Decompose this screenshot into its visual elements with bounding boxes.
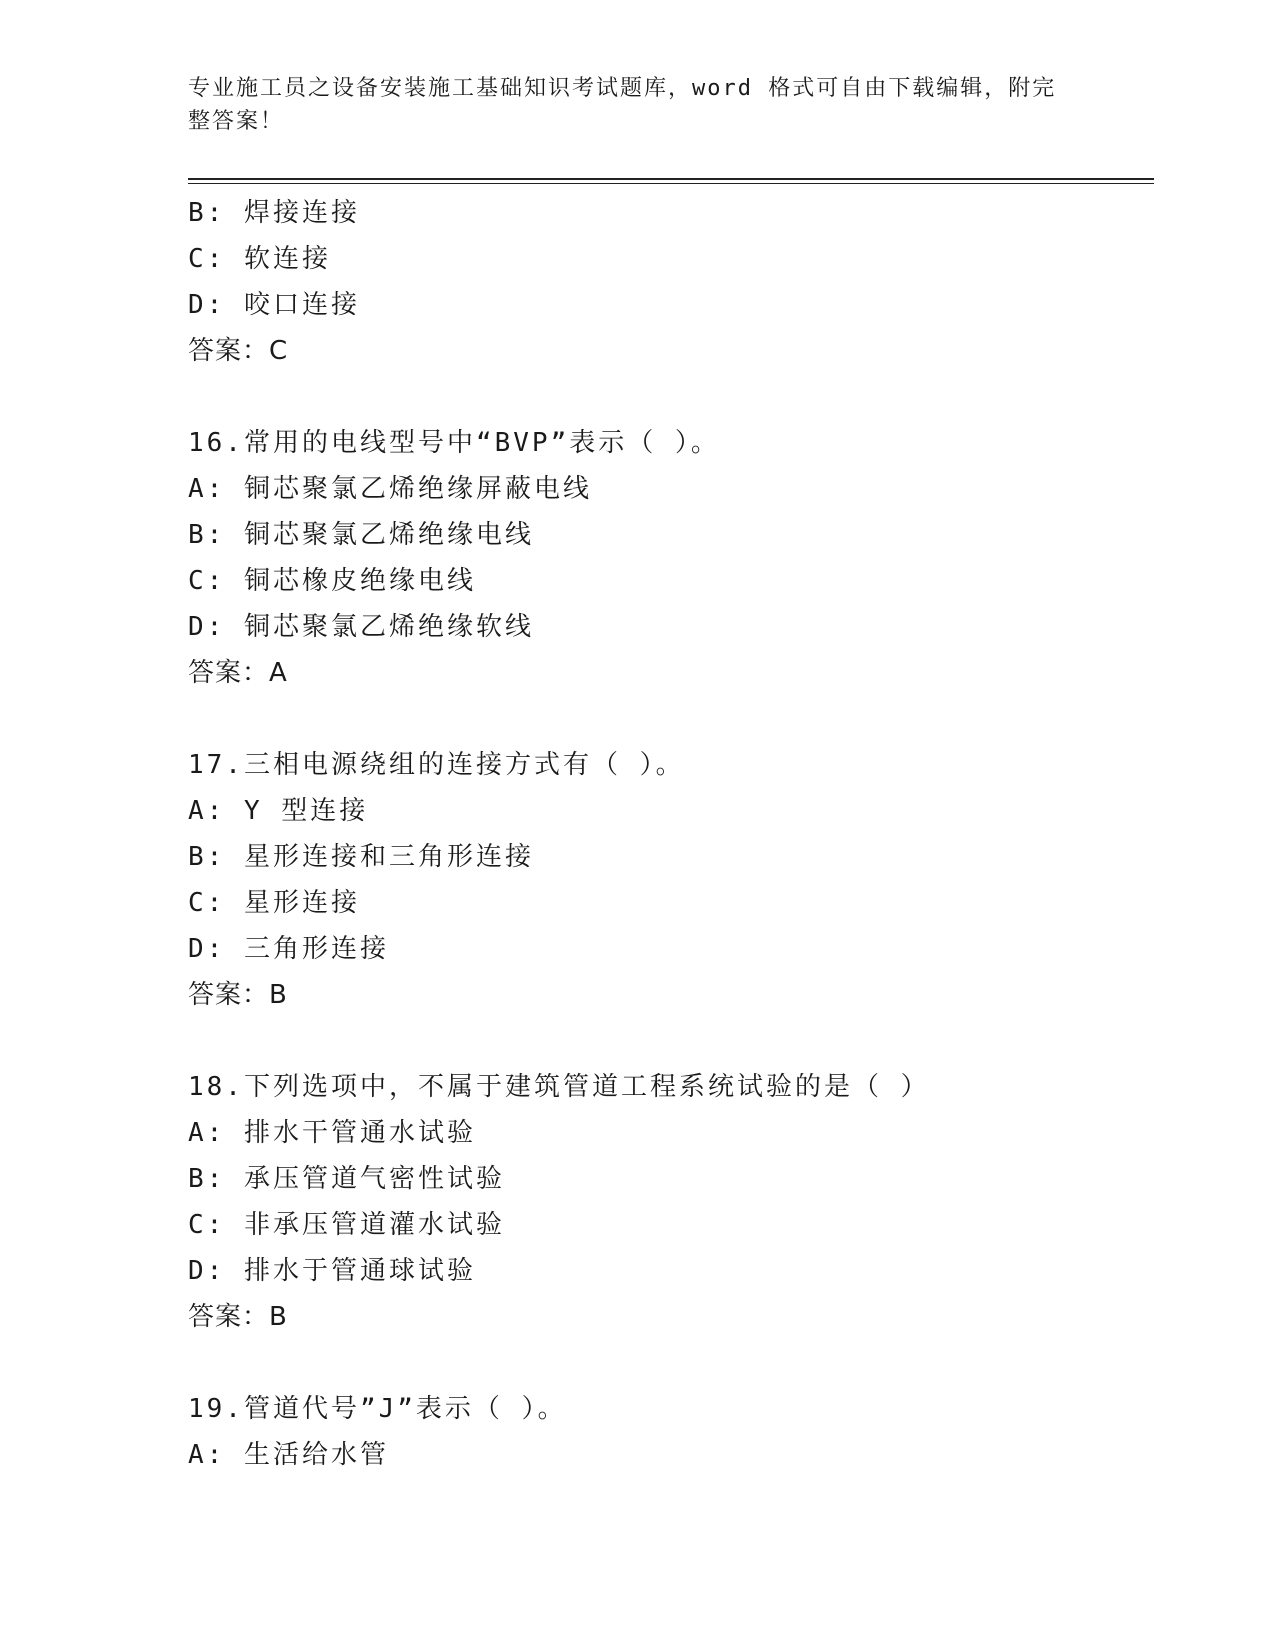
spacer: [188, 374, 1154, 420]
header-divider-thin: [188, 183, 1154, 184]
answer-line: 答案：B: [188, 1302, 288, 1332]
question-19: [188, 1386, 1154, 1478]
answer-line: 答案：C: [188, 336, 289, 366]
option-c: C: 铜芯橡皮绝缘电线: [188, 566, 476, 596]
header-line-1: 专业施工员之设备安装施工基础知识考试题库，word 格式可自由下载编辑，附完: [188, 76, 1057, 101]
option-b: B: 铜芯聚氯乙烯绝缘电线: [188, 520, 534, 550]
spacer: [188, 1018, 1154, 1064]
question-stem: 16.常用的电线型号中“BVP”表示（ ）。: [188, 428, 720, 458]
question-15-continuation: [188, 190, 1154, 374]
header-divider-thick: [188, 178, 1154, 180]
option-d: D: 三角形连接: [188, 934, 389, 964]
header-line-2: 整答案！: [188, 109, 285, 134]
question-list: [188, 190, 1154, 1478]
answer-line: 答案：B: [188, 980, 288, 1010]
option-d: D: 排水于管通球试验: [188, 1256, 476, 1286]
document-header: [188, 72, 1068, 138]
option-b: B: 星形连接和三角形连接: [188, 842, 534, 872]
option-a: A: 排水干管通水试验: [188, 1118, 476, 1148]
question-stem: 19.管道代号”J”表示（ ）。: [188, 1394, 567, 1424]
option-c: C: 星形连接: [188, 888, 360, 918]
option-c: C: 非承压管道灌水试验: [188, 1210, 505, 1240]
spacer: [188, 1340, 1154, 1386]
question-stem: 18.下列选项中，不属于建筑管道工程系统试验的是（ ）: [188, 1072, 930, 1102]
question-16: [188, 420, 1154, 696]
option-a: A: 铜芯聚氯乙烯绝缘屏蔽电线: [188, 474, 592, 504]
option-d: D: 咬口连接: [188, 290, 360, 320]
option-a: A: 生活给水管: [188, 1440, 389, 1470]
option-d: D: 铜芯聚氯乙烯绝缘软线: [188, 612, 534, 642]
spacer: [188, 696, 1154, 742]
option-b: B: 承压管道气密性试验: [188, 1164, 505, 1194]
option-b: B: 焊接连接: [188, 198, 360, 228]
option-c: C: 软连接: [188, 244, 331, 274]
option-a: A: Y 型连接: [188, 796, 369, 826]
question-18: [188, 1064, 1154, 1340]
answer-line: 答案：A: [188, 658, 288, 688]
question-stem: 17.三相电源绕组的连接方式有（ ）。: [188, 750, 685, 780]
question-17: [188, 742, 1154, 1018]
